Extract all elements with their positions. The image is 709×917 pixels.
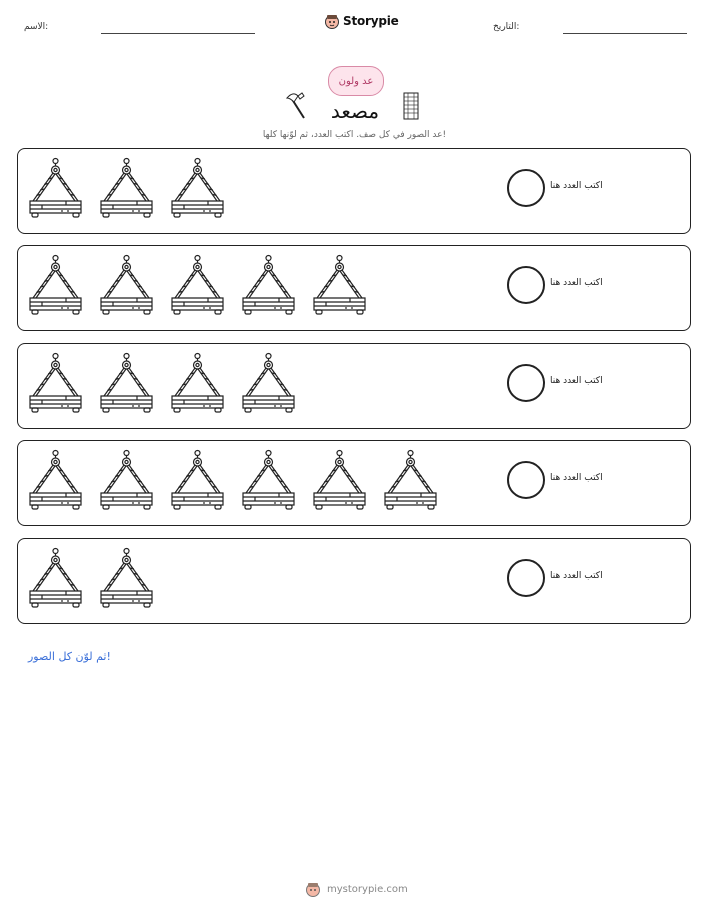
pictures-group [28, 547, 154, 617]
brand-name: Storypie [343, 14, 399, 28]
color-instruction: ثم لوّن كل الصور! [28, 650, 111, 663]
elevator-platform-icon [99, 352, 154, 414]
axe-icon [284, 90, 314, 122]
elevator-platform-icon [28, 157, 83, 219]
answer-circle[interactable] [507, 266, 545, 304]
answer-circle[interactable] [507, 559, 545, 597]
footer [305, 881, 408, 897]
answer-circle[interactable] [507, 461, 545, 499]
elevator-platform-icon [241, 449, 296, 511]
elevator-platform-icon [28, 352, 83, 414]
elevator-platform-icon [28, 449, 83, 511]
elevator-platform-icon [170, 449, 225, 511]
elevator-platform-icon [170, 157, 225, 219]
answer-label: اكتب العدد هنا [550, 181, 603, 191]
count-row-1 [17, 148, 691, 234]
count-row-3 [17, 343, 691, 429]
building-icon [403, 92, 419, 120]
elevator-platform-icon [28, 547, 83, 609]
answer-label: اكتب العدد هنا [550, 278, 603, 288]
instructions: عد الصور في كل صف. اكتب العدد، ثم لوّنها كلها! [262, 130, 447, 140]
answer-label: اكتب العدد هنا [550, 376, 603, 386]
count-row-5 [17, 538, 691, 624]
name-line[interactable] [101, 33, 255, 34]
activity-badge: عد ولون [328, 66, 384, 96]
elevator-platform-icon [241, 352, 296, 414]
elevator-platform-icon [99, 449, 154, 511]
elevator-platform-icon [99, 547, 154, 609]
elevator-platform-icon [312, 254, 367, 316]
worksheet-title: مصعد [330, 99, 380, 123]
pictures-group [28, 449, 438, 519]
date-label: التاريخ: [493, 22, 520, 32]
elevator-platform-icon [312, 449, 367, 511]
answer-circle[interactable] [507, 364, 545, 402]
elevator-platform-icon [99, 254, 154, 316]
count-row-2 [17, 245, 691, 331]
storypie-logo-icon [305, 881, 321, 897]
date-line[interactable] [563, 33, 687, 34]
pictures-group [28, 254, 367, 324]
answer-circle[interactable] [507, 169, 545, 207]
elevator-platform-icon [28, 254, 83, 316]
answer-label: اكتب العدد هنا [550, 473, 603, 483]
answer-label: اكتب العدد هنا [550, 571, 603, 581]
elevator-platform-icon [241, 254, 296, 316]
pictures-group [28, 352, 296, 422]
elevator-platform-icon [383, 449, 438, 511]
footer-site[interactable]: mystorypie.com [327, 883, 408, 895]
elevator-platform-icon [170, 352, 225, 414]
name-label: الاسم: [24, 22, 49, 32]
count-row-4 [17, 440, 691, 526]
brand-logo [324, 13, 399, 29]
elevator-platform-icon [99, 157, 154, 219]
pictures-group [28, 157, 225, 227]
storypie-logo-icon [324, 13, 340, 29]
elevator-platform-icon [170, 254, 225, 316]
